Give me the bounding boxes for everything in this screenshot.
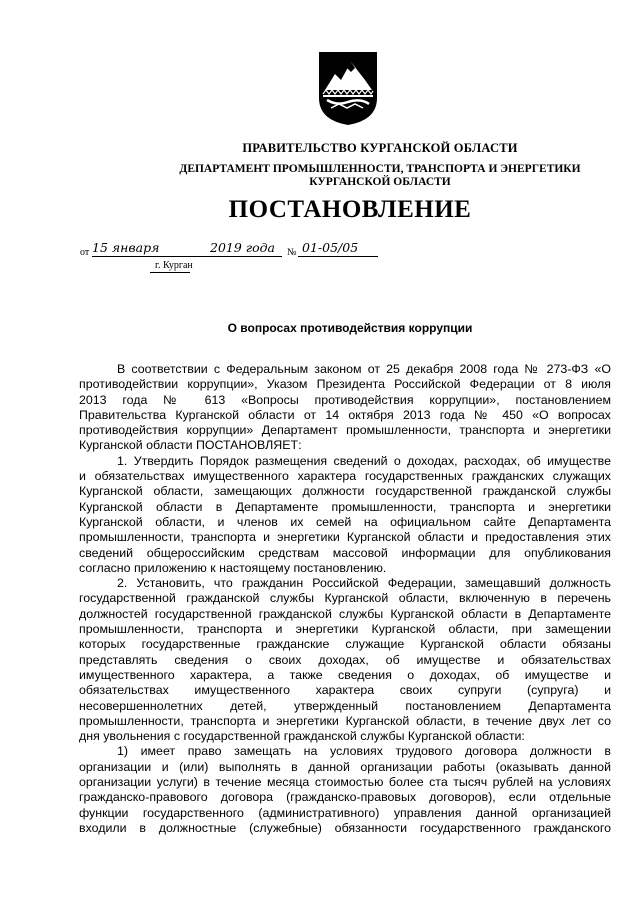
body-line: обязательствах имущественного характера своих супруги (супруга) и xyxy=(79,683,611,698)
body-line: противодействии коррупции», Указом Президента Российской Федерации от 8 июля xyxy=(79,377,611,392)
body-line: государственной гражданской службы Курганской области, включенную в перечень xyxy=(79,591,611,606)
handwritten-year: 2019 года xyxy=(210,240,276,255)
document-type-title: ПОСТАНОВЛЕНИЕ xyxy=(228,196,472,223)
body-line: Курганской области, и членов их семей на официальном сайте Департамента xyxy=(79,514,611,529)
body-line: 2. Установить, что гражданин Российской Федерации, замещавший должность xyxy=(117,576,611,591)
handwritten-number: 01-05/05 xyxy=(302,240,359,255)
body-line: и обязательствах имущественного характера государственных гражданских служащих xyxy=(79,469,611,484)
body-line: которых государственные гражданские служащие Курганской области обязаны xyxy=(79,637,611,652)
body-line: Курганской области в Департаменте промышленности, транспорта и энергетики xyxy=(79,499,611,514)
department-title-line2: КУРГАНСКОЙ ОБЛАСТИ xyxy=(309,176,451,188)
city-underline xyxy=(150,272,190,273)
body-line: имущественного характера, а также сведения о доходах, об имуществе и xyxy=(79,667,611,682)
date-underline xyxy=(92,256,282,257)
body-line: организации услуги) в течение месяца стоимостью более ста тысяч рублей на условиях xyxy=(79,775,611,790)
body-line: Курганской области, замещающих должности государственной гражданской службы xyxy=(79,484,611,499)
document-body xyxy=(79,362,611,836)
body-line: Правительства Курганской области от 14 октября 2013 года № 450 «О вопросах xyxy=(79,407,611,422)
document-subject: О вопросах противодействия коррупции xyxy=(227,321,473,335)
number-underline xyxy=(298,256,378,257)
body-line: гражданско-правового договора (гражданско-правовых договоров), если отдельные xyxy=(79,790,611,805)
body-line: промышленности, транспорта и энергетики Курганской области, в течение двух лет со xyxy=(79,713,611,728)
handwritten-date: 15 января xyxy=(92,240,160,255)
dateline xyxy=(80,240,400,262)
body-line: промышленности, транспорта и энергетики Курганской области и предоставления этих xyxy=(79,530,611,545)
coat-of-arms-emblem xyxy=(317,50,379,126)
body-line: несовершеннолетних детей, утвержденный постановлением Департамента xyxy=(79,698,611,713)
body-line: сведений общероссийским средствам массовой информации для опубликования xyxy=(79,545,611,560)
body-line: В соответствии с Федеральным законом от 25 декабря 2008 года № 273-ФЗ «О xyxy=(117,362,611,376)
city-label: г. Курган xyxy=(155,260,193,271)
body-line: должностей государственной гражданской службы Курганской области в Департаменте xyxy=(79,606,611,621)
body-line: функции государственного (административного) управления данной организацией xyxy=(79,805,611,820)
body-line: Курганской области ПОСТАНОВЛЯЕТ: xyxy=(79,438,302,453)
body-line: организации и (или) выполнять в данной организации работы (оказывать данной xyxy=(79,759,611,774)
body-line: 1. Утвердить Порядок размещения сведений о доходах, расходах, об имуществе xyxy=(117,453,611,468)
body-line: противодействия коррупции» Департамент промышленности, транспорта и энергетики xyxy=(79,423,611,438)
body-line: входили в должностные (служебные) обязанности государственного гражданского xyxy=(79,820,611,835)
body-line: дня увольнения с государственной гражданской службы Курганской области: xyxy=(79,729,525,744)
department-title-line1: ДЕПАРТАМЕНТ ПРОМЫШЛЕННОСТИ, ТРАНСПОРТА И ЭНЕРГЕТИКИ xyxy=(179,163,581,175)
body-line: 1) имеет право замещать на условиях трудового договора должности в xyxy=(117,744,611,759)
body-line: 2013 года № 613 «Вопросы противодействия коррупции», постановлением xyxy=(79,392,611,407)
government-title: ПРАВИТЕЛЬСТВО КУРГАНСКОЙ ОБЛАСТИ xyxy=(242,141,518,155)
body-line: согласно приложению к настоящему постановлению. xyxy=(79,560,387,575)
number-label: № xyxy=(287,247,297,258)
date-from-label: от xyxy=(80,247,90,258)
body-line: промышленности, транспорта и энергетики Курганской области, при замещении xyxy=(79,622,611,637)
body-line: представлять сведения о своих доходах, об имуществе и обязательствах xyxy=(79,652,611,667)
